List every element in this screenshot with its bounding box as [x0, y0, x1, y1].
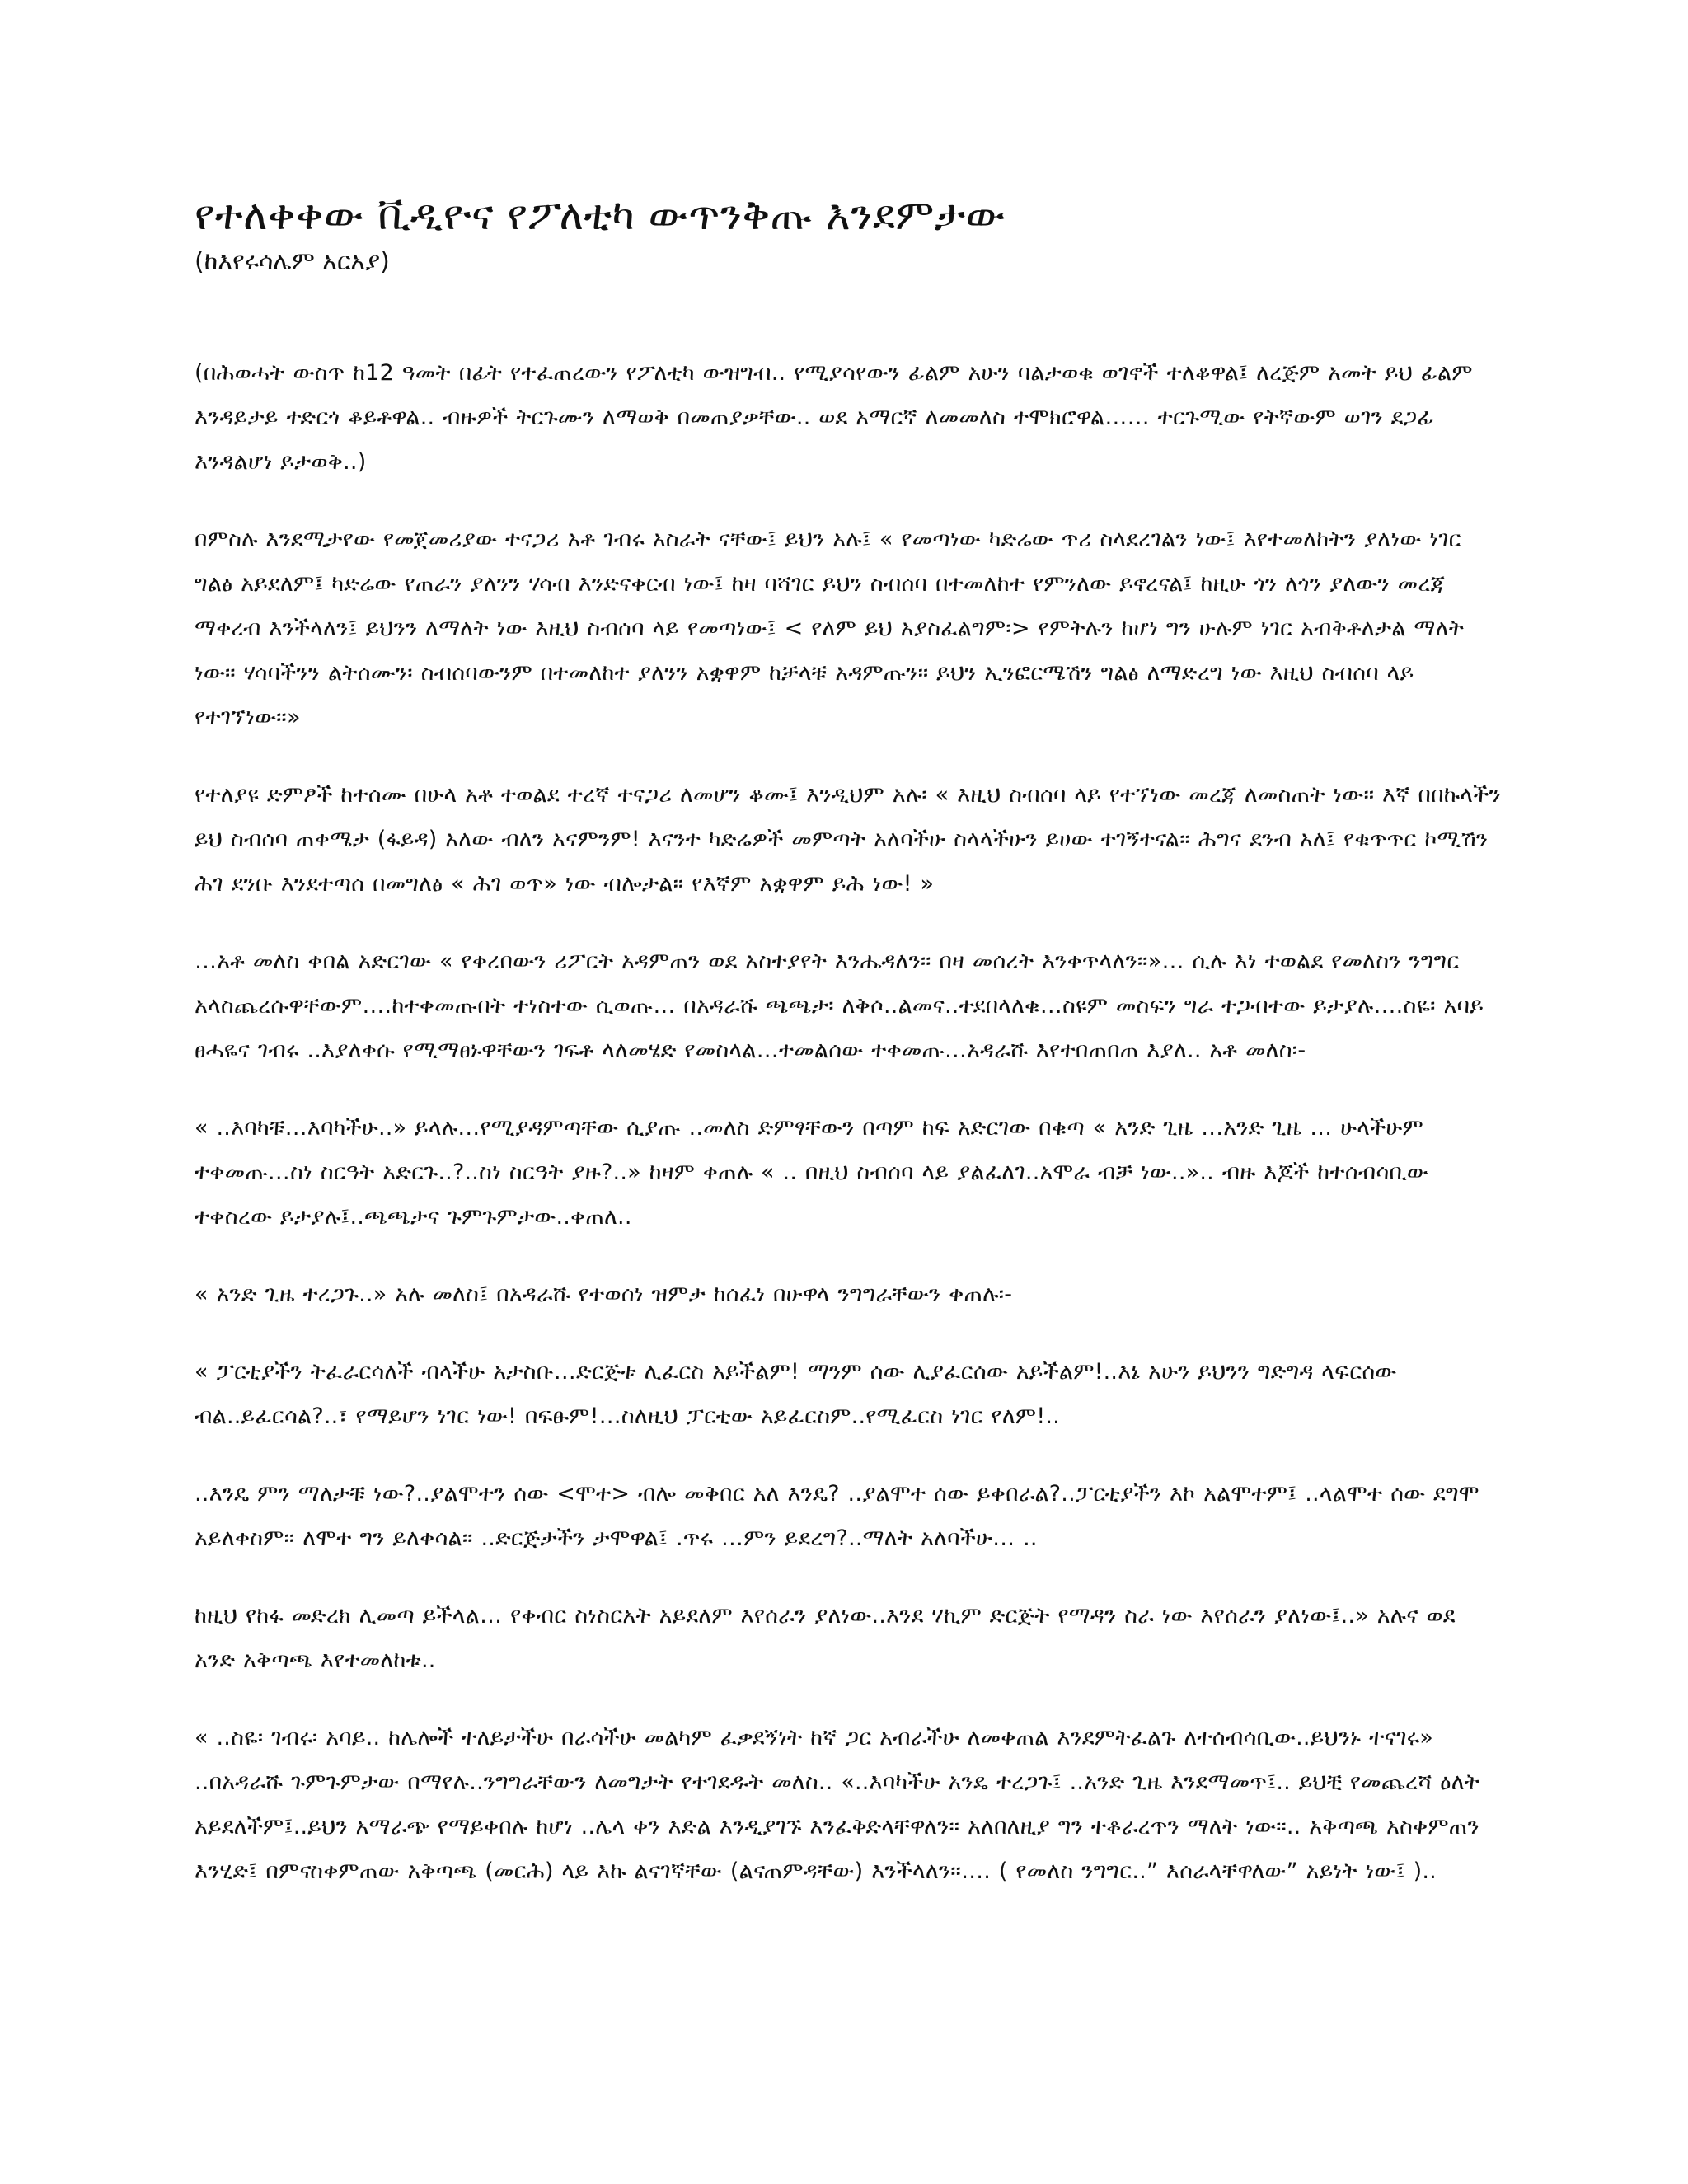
paragraph-tewolde-statement: የተለያዩ ድምፆች ከተሰሙ በሁላ አቶ ተወልደ ተረኛ ተናጋሪ ለመሆን ቆሙ፤ እንዲህም አሉ፡ « እዚህ ስብሰባ ላይ የተኘነው መረጃ ለመስጠት ነው። እኛ በበኩላችን ይህ ስብሰባ ጠቀሜታ (ፋይዳ) አለው ብለን አናምንም! እናንተ ካድሬዎች መምጣት አለባችሁ ስላላችሁን ይሀው ተገኝተናል። ሕግና ደንብ አለ፤ የቁጥጥር ኮሚሽን ሕገ ደንቡ እንደተጣሰ በመግለፅ « ሕገ ወጥ» ነው ብሎታል። የእኛም አቋዋም ይሕ ነው! » [195, 782, 1501, 897]
paragraph-intro-note: (በሕወሓት ውስጥ ከ12 ዓመት በፊት የተፈጠረውን የፖለቲካ ውዝግብ.. የሚያሳየውን ፊልም አሁን ባልታወቁ ወገኖች ተለቆዋል፤ ለረጅም አመት ይህ ፊልም እንዳይታይ ተድርጎ ቆይቶዋል.. ብዙዎች ትርጉሙን ለማወቅ በመጠያቃቸው.. ወደ አማርኛ ለመመለስ ተሞክሮዋል…… ተርጉሚው የትኛውም ወገን ደጋፊ እንዳልሆነ ይታወቅ..) [195, 360, 1473, 475]
paragraph-doctor-analogy: ከዚህ የከፋ መድረክ ሊመጣ ይችላል… የቀብር ስነስርአት አይደለም እየሰራን ያለነው..እንደ ሃኪም ድርጅት የማዳን ስራ ነው እየሰራን ያለነው፤..» አሉና ወደ አንድ አቅጣጫ እየተመለከቱ.. [195, 1603, 1456, 1673]
document-content [195, 188, 1503, 1927]
paragraph-not-dead: ..እንዴ ምን ማለታቹ ነው?..ያልሞተን ሰው <ሞተ> ብሎ መቅበር አለ እንዴ? ..ያልሞተ ሰው ይቀበራል?..ፓርቲያችን እኮ አልሞተም፤ ..ላልሞተ ሰው ደግሞ አይለቀስም። ለሞተ ግን ይለቀሳል። ..ድርጅታችን ታሞዋል፤ .ጥሩ …ምን ይደረግ?..ማለት አለባችሁ… .. [195, 1481, 1479, 1551]
paragraph-meles-calm: « አንድ ጊዜ ተረጋጉ..» አሉ መለስ፤ በአዳራሹ የተወሰነ ዝምታ ከሰፈነ በሁዋላ ንግግራቸውን ቀጠሉ፡- [195, 1282, 1013, 1307]
paragraph-final-appeal: « ..ስዬ፡ ገብሩ፡ አባይ.. ከሌሎች ተለይታችሁ በራሳችሁ መልካም ፈቃደኝነት ከኛ ጋር አብራችሁ ለመቀጠል እንደምትፈልጉ ለተሰብሳቢው..ይህንኑ ተናገሩ» ..በአዳራሹ ጉምጉምታው በማየሉ..ንግግራቸውን ለመግታት የተገደዱት መለስ.. «..እባካችሁ አንዴ ተረጋጉ፤ ..አንድ ጊዜ እንደማመጥ፤.. ይህቺ የመጨረሻ ዕለት አይደለችም፤..ይህን አማራጭ የማይቀበሉ ከሆነ ..ሌላ ቀን እድል እንዲያገኙ እንፈቅድላቸዋለን። አለበለዚያ ግን ተቆራረጥን ማለት ነው።.. አቅጣጫ አስቀምጠን እንሂድ፤ በምናስቀምጠው አቅጣጫ (መርሕ) ላይ እኩ ልናገኛቸው (ልናጠምዳቸው) እንችላለን።…. ( የመለስ ንግግር..” እሰራላቸዋለው” አይነት ነው፤ ).. [195, 1725, 1480, 1884]
paragraph-meles-response: …አቶ መለስ ቀበል አድርገው « የቀረበውን ሪፖርት አዳምጠን ወደ አስተያየት እንሔዳለን። በዛ መሰረት እንቀጥላለን።»… ሲሉ እነ ተወልደ የመለስን ንግግር አላስጨረሱዋቸውም….ከተቀመጡበት ተነስተው ሲወጡ… በአዳራሹ ጫጫታ፡ ለቅሶ..ልመና..ተደበላለቁ…ስዩም መስፍን ግራ ተጋብተው ይታያሉ….ስዬ፡ አባይ ፀሓዬና ገብሩ ..እያለቀሱ የሚማፀኑዋቸውን ገፍቶ ላለመሄድ የመስላል…ተመልሰው ተቀመጡ…አዳራሹ እየተበጠበጠ እያለ.. አቶ መለስ፡- [195, 949, 1484, 1063]
document-title: የተለቀቀው ቪዲዮና የፖለቲካ ውጥንቅጡ እንደምታው [195, 191, 1006, 239]
document-byline: (ከእየሩሳሌም አርአያ) [195, 247, 390, 276]
document-body [195, 351, 1503, 1894]
paragraph-meles-order: « ..እባካቹ…እባካችሁ..» ይላሉ…የሚያዳምጣቸው ሲያጡ ..መለስ ድምፃቸውን በጣም ከፍ አድርገው በቁጣ « አንድ ጊዜ …አንድ ጊዜ … ሁላችሁም ተቀመጡ…ስነ ስርዓት አድርጉ..?..ስነ ስርዓት ያዙ?..» ከዛም ቀጠሉ « .. በዚህ ስብሰባ ላይ ያልፈለገ..አሞራ ብቻ ነው..».. ብዙ እጆች ከተሰብሳቢው ተቀስረው ይታያሉ፤..ጫጫታና ጉምጉምታው..ቀጠለ.. [195, 1115, 1429, 1230]
paragraph-party-not-collapse: « ፓርቲያችን ትፈራርሳለች ብላችሁ አታስቡ…ድርጅቱ ሊፈርስ አይችልም! ማንም ሰው ሊያፈርሰው አይችልም!..እኔ አሁን ይህንን ግድግዳ ላፍርሰው ብል..ይፈርሳል?..፣ የማይሆን ነገር ነው! በፍፁም!…ስለዚህ ፓርቲው አይፈርስም..የሚፈርስ ነገር የለም!.. [195, 1359, 1397, 1429]
paragraph-gebru-statement: በምስሉ እንደሚታየው የመጀመሪያው ተናጋሪ አቶ ገብሩ አስራት ናቸው፤ ይህን አሉ፤ « የመጣነው ካድሬው ጥሪ ስላደረገልን ነው፤ እየተመለከትን ያለነው ነገር ግልፅ አይደለም፤ ካድሬው የጠራን ያለንን ሃሳብ እንድናቀርብ ነው፤ ከዛ ባሻገር ይህን ስብሰባ በተመለከተ የምንለው ይኖረናል፤ ከዚሁ ጎን ለጎን ያለውን መረጃ ማቀረብ እንችላለን፤ ይህንን ለማለት ነው እዚህ ስብሰባ ላይ የመጣነው፤ < የለም ይህ አያስፈልግም፡> የምትሉን ከሆነ ግን ሁሉም ነገር አብቅቶለታል ማለት ነው። ሃሳባችንን ልትሰሙን፡ ስብሰባውንም በተመለከተ ያለንን አቋዋም ከቻላቹ አዳምጡን። ይህን ኢንፎርሜሽን ግልፅ ለማድረግ ነው እዚህ ስብሰባ ላይ የተገኘነው።» [195, 527, 1465, 730]
